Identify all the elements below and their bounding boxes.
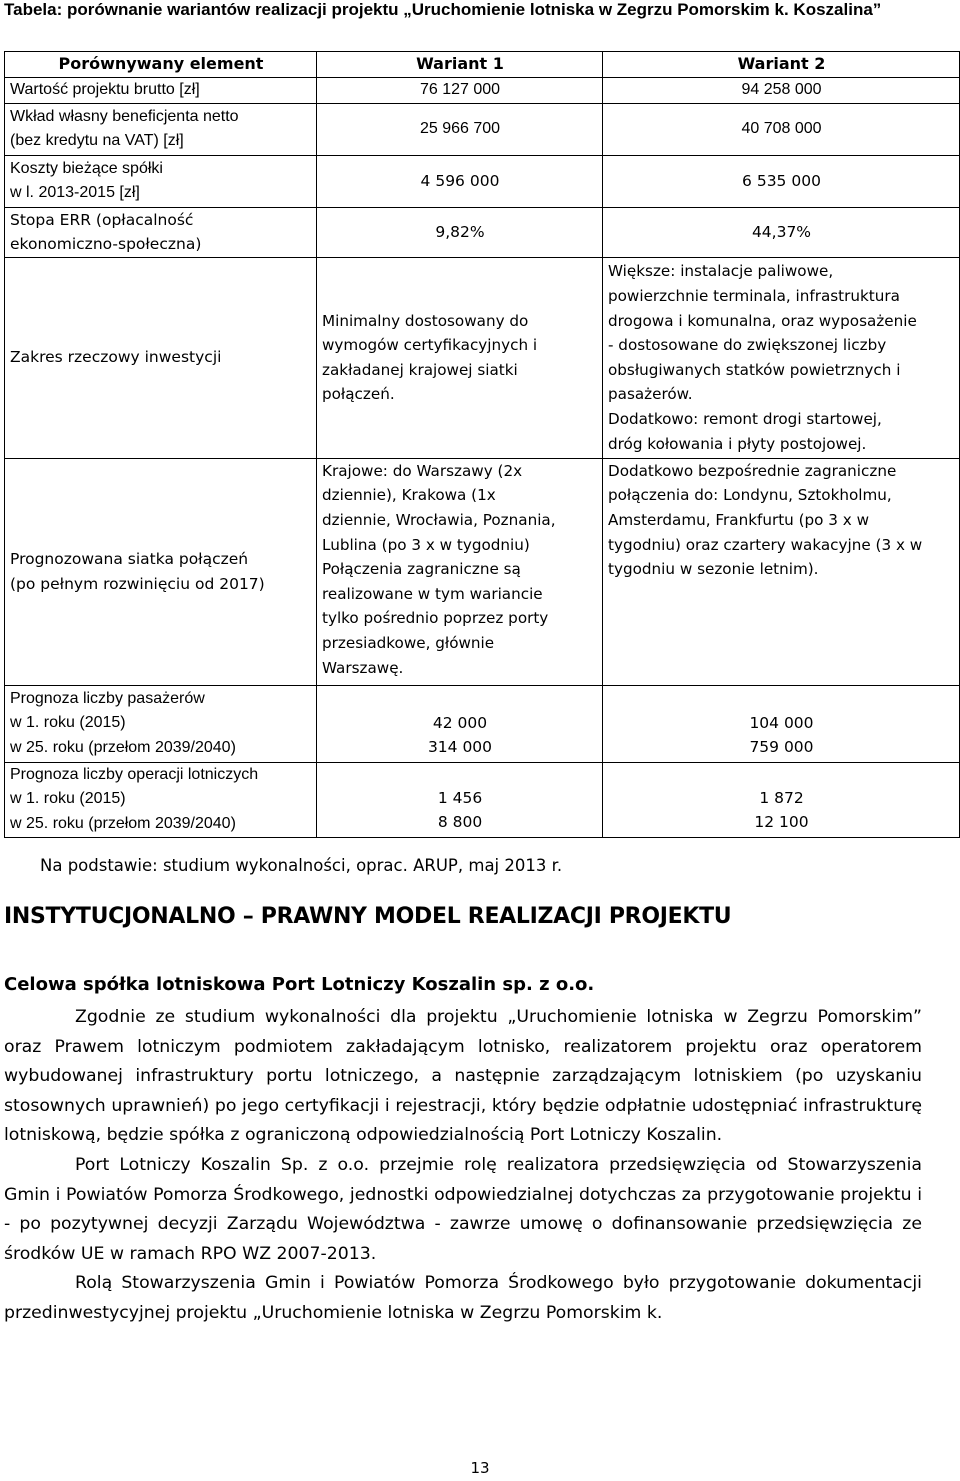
paragraph: Zgodnie ze studium wykonalności dla projektu „Uruchomienie lotniska w Zegrzu Pomorskim” oraz Prawem lotniczym podmiotem zakładającym lotnisko, realizatorem projektu oraz operatorem wybudowanej infrastruktury portu lotniczego, a następnie zarządzającym lotniskiem (po uzyskaniu stosownych uprawnień) po jego certyfikacji i rejestracji, który będzie odpłatnie udostępniać infrastrukturę lotniskową, będzie spółka z ograniczoną odpowiedzialnością Port Lotniczy Koszalin. <box>4 1007 922 1146</box>
row-value-variant-2: 44,37% <box>603 207 960 257</box>
label-line: Prognoza liczby pasażerów <box>10 689 205 707</box>
row-value-variant-2: 6 535 000 <box>603 155 960 207</box>
text-line: Połączenia zagraniczne są <box>322 560 521 579</box>
text-line: Amsterdamu, Frankfurtu (po 3 x w <box>608 510 870 529</box>
sub-heading: Celowa spółka lotniskowa Port Lotniczy Koszalin sp. z o.o. <box>4 974 595 995</box>
row-label <box>5 762 317 837</box>
paragraph: Port Lotniczy Koszalin Sp. z o.o. przejmie rolę realizatora przedsięwzięcia od Stowarzyszenia Gmin i Powiatów Pomorza Środkowego, jednostki odpowiedzialnej dotychczas za przygotowanie projektu i - po pozytywnej decyzji Zarządu Województwa - zawrze umowę o dofinansowanie przedsięwzięcia ze środków UE w ramach RPO WZ 2007-2013. <box>4 1154 922 1264</box>
row-value-variant-2 <box>603 458 960 685</box>
text-line: zakładanej krajowej siatki <box>322 360 518 379</box>
row-label <box>5 155 317 207</box>
value-line: 314 000 <box>427 738 493 757</box>
text-line: Większe: instalacje paliwowe, <box>608 262 834 281</box>
text-line: Dodatkowo: remont drogi startowej, <box>608 409 882 428</box>
row-value-variant-2 <box>603 685 960 762</box>
table-row <box>5 207 960 257</box>
text-line: tylko pośrednio poprzez porty <box>322 609 549 628</box>
row-value-variant-2 <box>603 762 960 837</box>
row-value-variant-2: 40 708 000 <box>603 103 960 155</box>
text-line: dziennie, Wrocławia, Poznania, <box>322 510 556 529</box>
text-line: tygodniu) oraz czartery wakacyjne (3 x w <box>608 535 923 554</box>
label-line: w 25. roku (przełom 2039/2040) <box>10 815 236 833</box>
value-line: 12 100 <box>754 813 809 832</box>
row-value-variant-1: 9,82% <box>317 207 603 257</box>
row-value-variant-1 <box>317 762 603 837</box>
text-line: wymogów certyfikacyjnych i <box>322 336 538 355</box>
paragraph: Rolą Stowarzyszenia Gmin i Powiatów Pomorza Środkowego było przygotowanie dokumentacji przedinwestycyjnej projektu „Uruchomienie lotniska w Zegrzu Pomorskim k. <box>4 1273 922 1323</box>
text-line: Krajowe: do Warszawy (2x <box>322 461 523 480</box>
label-line: Koszty bieżące spółki <box>10 159 163 177</box>
text-line: - dostosowane do zwiększonej liczby <box>608 336 887 355</box>
table-row <box>5 155 960 207</box>
table-row <box>5 458 960 685</box>
row-value-variant-1: 4 596 000 <box>317 155 603 207</box>
row-label <box>5 685 317 762</box>
row-label: Zakres rzeczowy inwestycji <box>5 257 317 458</box>
row-value-variant-1 <box>317 685 603 762</box>
row-value-variant-2: 94 258 000 <box>603 77 960 103</box>
text-line: przesiadkowe, głównie <box>322 633 495 652</box>
text-line: Minimalny dostosowany do <box>322 311 529 330</box>
table-caption: Tabela: porównanie wariantów realizacji projektu „Uruchomienie lotniska w Zegrzu Pomorskim k. Koszalina” <box>4 0 882 19</box>
text-line: pasażerów. <box>608 385 693 404</box>
header-variant-2: Wariant 2 <box>603 52 960 78</box>
value-line: 759 000 <box>749 738 814 757</box>
source-note: Na podstawie: studium wykonalności, oprac. ARUP, maj 2013 r. <box>40 856 563 875</box>
row-value-variant-1 <box>317 257 603 458</box>
value-line: 1 456 <box>437 788 483 807</box>
table-row <box>5 762 960 837</box>
row-value-variant-1: 76 127 000 <box>317 77 603 103</box>
label-line: w 25. roku (przełom 2039/2040) <box>10 739 236 757</box>
text-line: dziennie), Krakowa (1x <box>322 486 496 505</box>
table-row <box>5 103 960 155</box>
text-line: powierzchnie terminala, infrastruktura <box>608 287 900 305</box>
row-label <box>5 103 317 155</box>
label-line: Stopa ERR (opłacalność <box>10 210 194 229</box>
label-line: ekonomiczno-społeczna) <box>10 235 202 254</box>
value-line: 42 000 <box>432 713 488 732</box>
value-line: 8 800 <box>437 813 483 832</box>
label-line: Wkład własny beneficjenta netto <box>10 107 239 125</box>
text-line: tygodniu w sezonie letnim). <box>608 560 819 579</box>
text-line: połączeń. <box>322 385 395 404</box>
label-line: Prognozowana siatka połączeń <box>10 550 249 569</box>
text-line: Dodatkowo bezpośrednie zagraniczne <box>608 461 897 480</box>
section-heading: INSTYTUCJONALNO – PRAWNY MODEL REALIZACJI PROJEKTU <box>4 904 732 929</box>
label-line: w 1. roku (2015) <box>10 714 126 732</box>
page-number: 13 <box>470 1459 490 1477</box>
label-line: (po pełnym rozwinięciu od 2017) <box>10 574 265 593</box>
table-header-row <box>5 52 960 78</box>
comparison-table <box>4 51 960 838</box>
label-line: Prognoza liczby operacji lotniczych <box>10 765 259 783</box>
row-value-variant-1 <box>317 458 603 685</box>
label-line: (bez kredytu na VAT) [zł] <box>10 132 184 150</box>
label-line: w l. 2013-2015 [zł] <box>10 184 140 202</box>
table-row <box>5 77 960 103</box>
label-line: w 1. roku (2015) <box>10 790 126 808</box>
value-line: 104 000 <box>749 713 814 732</box>
text-line: Warszawę. <box>322 658 404 677</box>
text-line: dróg kołowania i płyty postojowej. <box>608 434 867 453</box>
table-row <box>5 257 960 458</box>
table-row <box>5 685 960 762</box>
row-label <box>5 458 317 685</box>
header-element: Porównywany element <box>5 52 317 78</box>
row-value-variant-2 <box>603 257 960 458</box>
text-line: połączenia do: Londynu, Sztokholmu, <box>608 486 892 505</box>
text-line: realizowane w tym wariancie <box>322 584 543 603</box>
row-label <box>5 207 317 257</box>
text-line: obsługiwanych statków powietrznych i <box>608 360 901 379</box>
body-text <box>4 1003 922 1329</box>
text-line: Lublina (po 3 x w tygodniu) <box>322 535 530 554</box>
text-line: drogowa i komunalna, oraz wyposażenie <box>608 311 917 330</box>
row-value-variant-1: 25 966 700 <box>317 103 603 155</box>
header-variant-1: Wariant 1 <box>317 52 603 78</box>
value-line: 1 872 <box>759 788 804 807</box>
row-label: Wartość projektu brutto [zł] <box>5 77 317 103</box>
